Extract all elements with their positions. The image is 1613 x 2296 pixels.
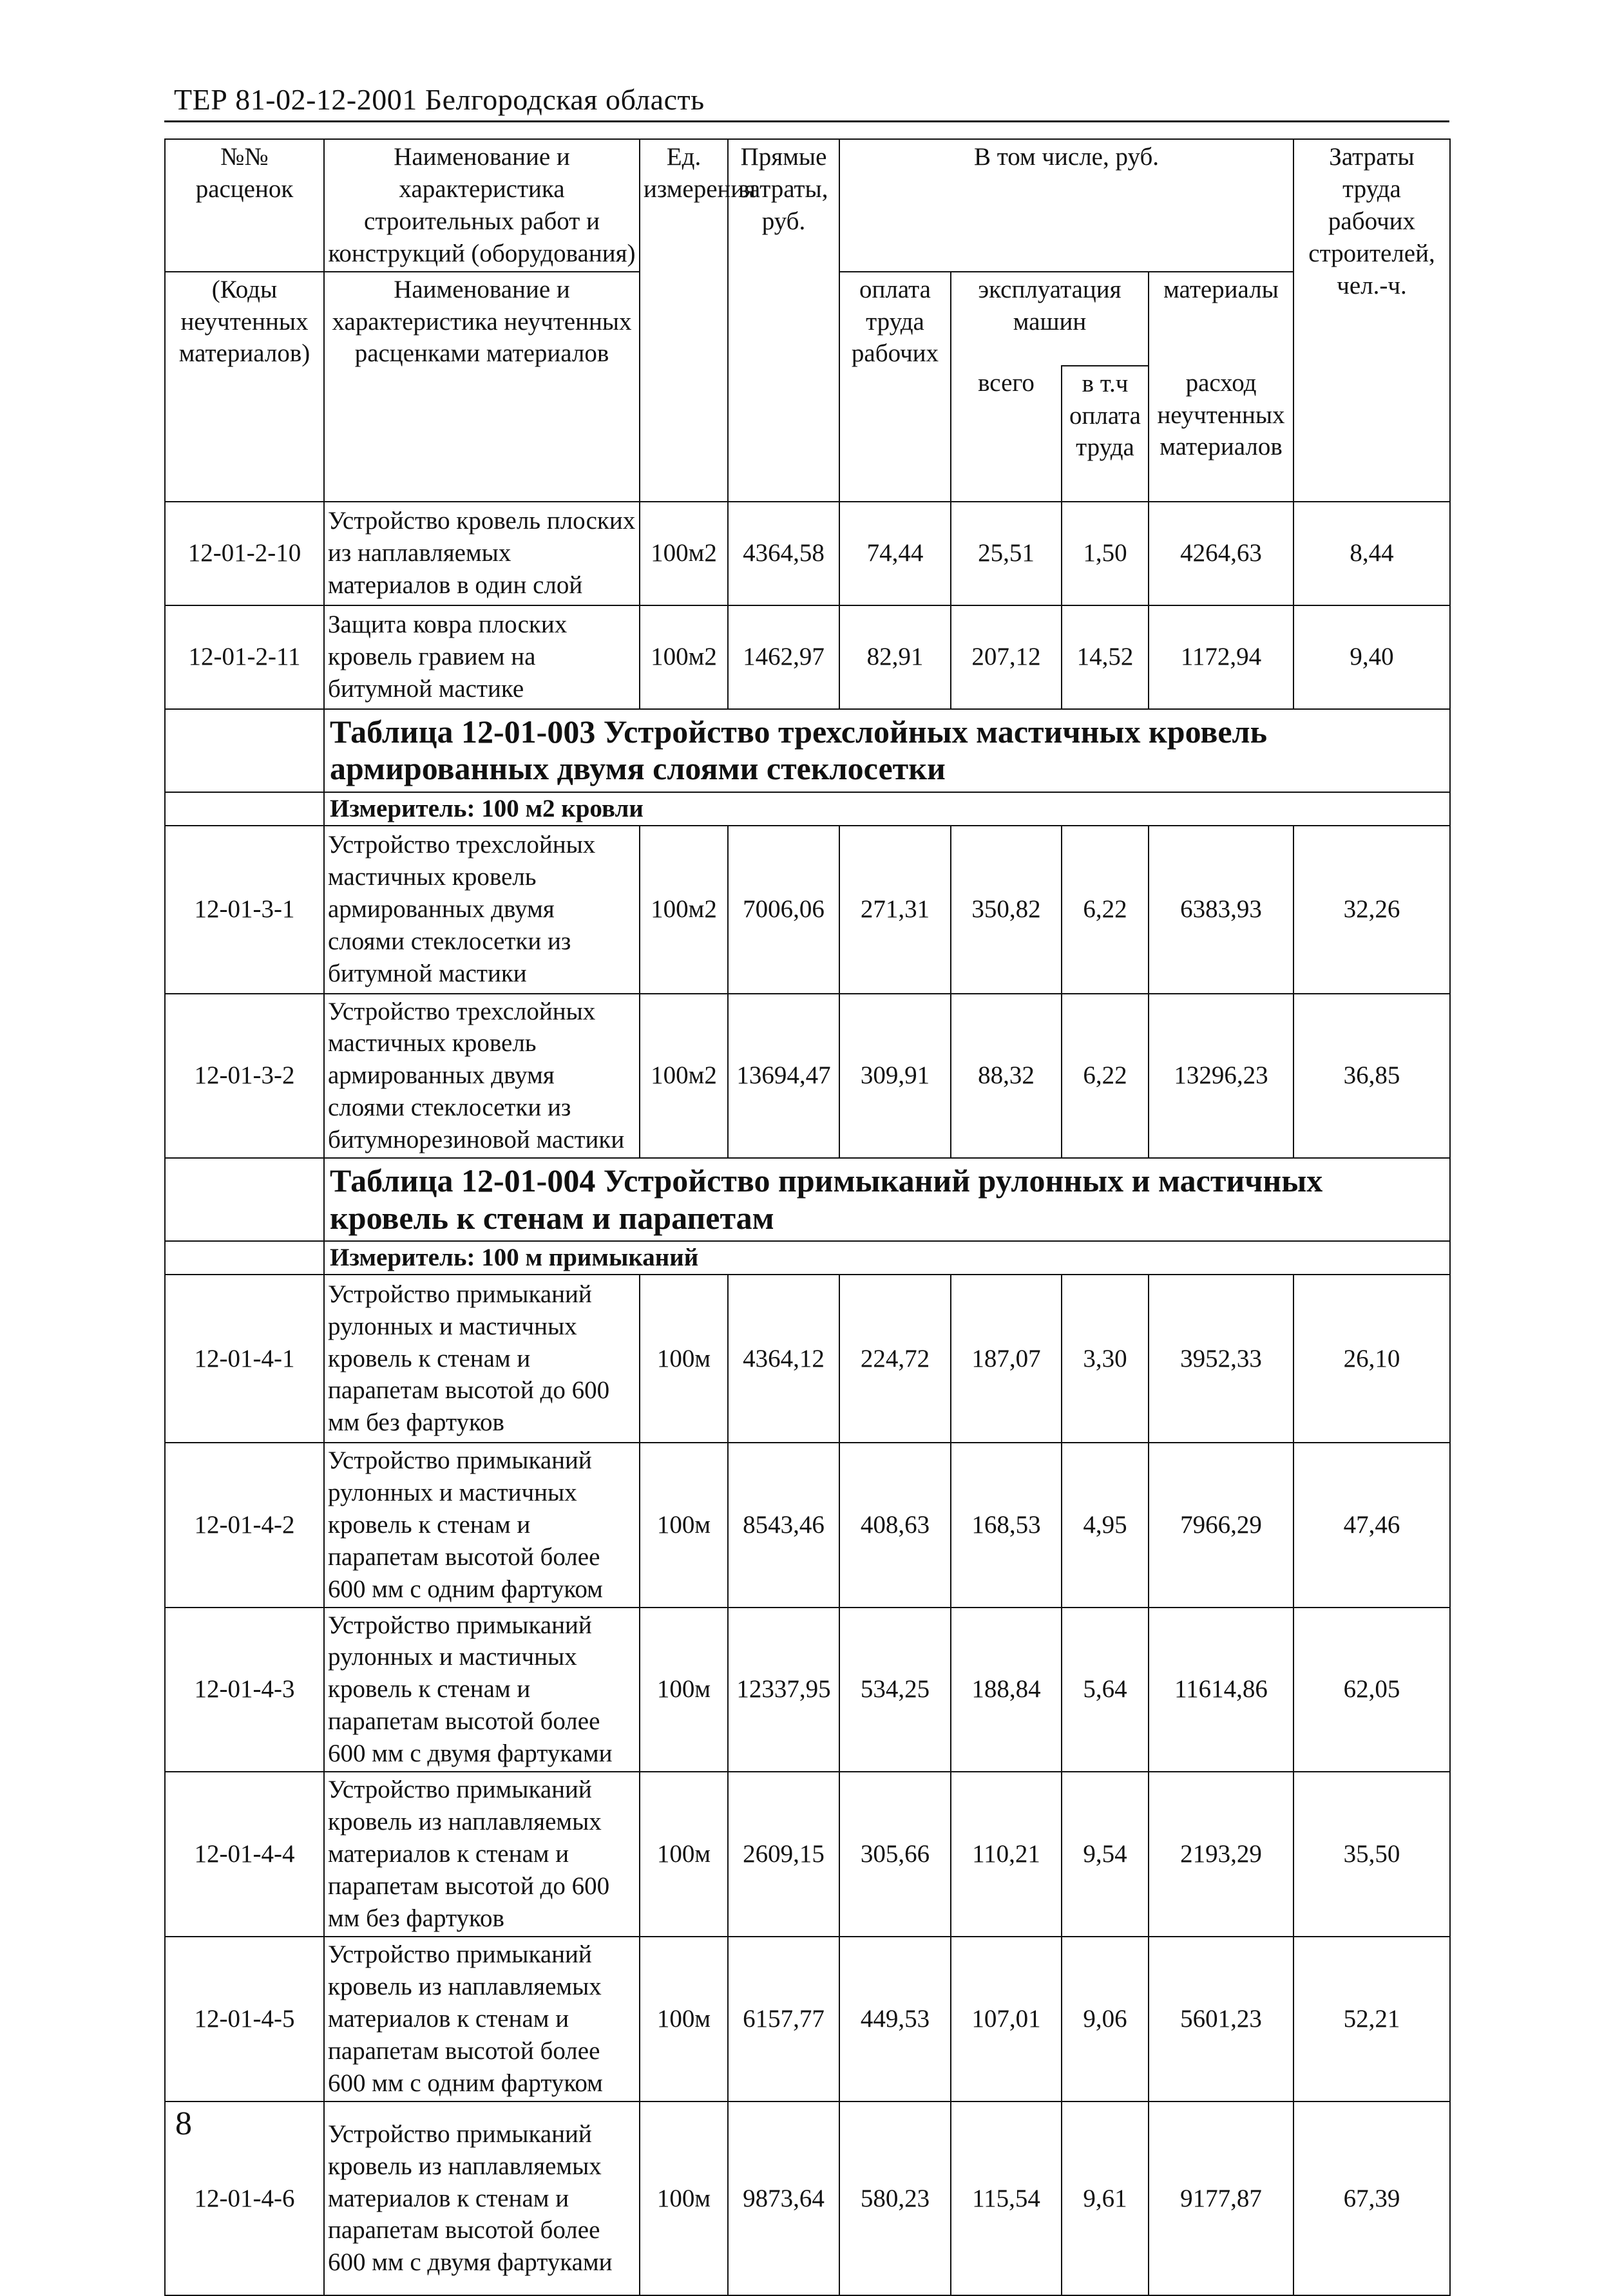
materials-cost: 7966,29 bbox=[1149, 1443, 1293, 1608]
section-title-row bbox=[165, 1158, 1450, 1241]
table-row bbox=[165, 1608, 1450, 1772]
machines-labor: 9,61 bbox=[1062, 2102, 1149, 2295]
table-row bbox=[165, 826, 1450, 994]
unit-cell: 100м bbox=[640, 1608, 728, 1772]
unit-cell: 100м2 bbox=[640, 826, 728, 994]
table-row bbox=[165, 1937, 1450, 2102]
unit-cell: 100м bbox=[640, 2102, 728, 2295]
labor-pay: 534,25 bbox=[839, 1608, 951, 1772]
col-code-alt-header: (Коды неучтенных материалов) bbox=[165, 272, 324, 502]
labor-cost: 47,46 bbox=[1293, 1443, 1450, 1608]
col-code-header: №№ расценок bbox=[165, 139, 324, 272]
machines-total: 168,53 bbox=[951, 1443, 1062, 1608]
machines-labor: 5,64 bbox=[1062, 1608, 1149, 1772]
materials-cost: 5601,23 bbox=[1149, 1937, 1293, 2102]
rate-code: 12-01-2-10 bbox=[165, 502, 324, 605]
direct-cost: 9873,64 bbox=[728, 2102, 839, 2295]
labor-pay: 224,72 bbox=[839, 1275, 951, 1443]
labor-pay: 74,44 bbox=[839, 502, 951, 605]
col-unit-header: Ед. измерения bbox=[640, 139, 728, 502]
labor-cost: 67,39 bbox=[1293, 2102, 1450, 2295]
meter-row bbox=[165, 1241, 1450, 1275]
col-including-header: В том числе, руб. bbox=[839, 139, 1293, 272]
machines-labor: 1,50 bbox=[1062, 502, 1149, 605]
materials-cost: 1172,94 bbox=[1149, 605, 1293, 709]
col-machines-header: эксплуатация машин bbox=[951, 272, 1149, 366]
materials-cost: 13296,23 bbox=[1149, 994, 1293, 1159]
page-number: 8 bbox=[175, 2105, 192, 2142]
col-labor-pay-header: оплата труда рабочих bbox=[839, 272, 951, 502]
machines-total: 187,07 bbox=[951, 1275, 1062, 1443]
labor-pay: 305,66 bbox=[839, 1772, 951, 1937]
labor-pay: 580,23 bbox=[839, 2102, 951, 2295]
unit-cell: 100м2 bbox=[640, 605, 728, 709]
work-name: Защита ковра плоских кровель гравием на битумной мастике bbox=[324, 605, 640, 709]
work-name: Устройство трехслойных мастичных кровель армированных двумя слоями стеклосетки из битумной мастики bbox=[324, 826, 640, 994]
materials-cost: 6383,93 bbox=[1149, 826, 1293, 994]
empty-code-cell bbox=[165, 792, 324, 826]
table-row bbox=[165, 2102, 1450, 2295]
table-row bbox=[165, 605, 1450, 709]
section-title: Таблица 12-01-003 Устройство трехслойных мастичных кровель армированных двумя слоями стеклосетки bbox=[324, 709, 1450, 792]
machines-labor: 4,95 bbox=[1062, 1443, 1149, 1608]
direct-cost: 6157,77 bbox=[728, 1937, 839, 2102]
table-row bbox=[165, 994, 1450, 1159]
work-name: Устройство примыканий кровель из наплавляемых материалов к стенам и парапетам высотой более 600 мм с одним фартуком bbox=[324, 1937, 640, 2102]
direct-cost: 4364,12 bbox=[728, 1275, 839, 1443]
work-name: Устройство трехслойных мастичных кровель армированных двумя слоями стеклосетки из битумнорезиновой мастики bbox=[324, 994, 640, 1159]
machines-total: 115,54 bbox=[951, 2102, 1062, 2295]
section-meter: Измеритель: 100 м2 кровли bbox=[324, 792, 1450, 826]
machines-labor: 14,52 bbox=[1062, 605, 1149, 709]
col-machines-total-header: всего bbox=[951, 366, 1062, 502]
work-name: Устройство примыканий рулонных и мастичных кровель к стенам и парапетам высотой до 600 мм без фартуков bbox=[324, 1275, 640, 1443]
rate-code: 12-01-4-3 bbox=[165, 1608, 324, 1772]
table-row bbox=[165, 1275, 1450, 1443]
header-row-1 bbox=[165, 139, 1450, 272]
header-rule bbox=[164, 120, 1449, 122]
direct-cost: 13694,47 bbox=[728, 994, 839, 1159]
direct-cost: 2609,15 bbox=[728, 1772, 839, 1937]
rate-code: 12-01-4-6 bbox=[165, 2102, 324, 2295]
empty-code-cell bbox=[165, 709, 324, 792]
labor-cost: 8,44 bbox=[1293, 502, 1450, 605]
materials-cost: 4264,63 bbox=[1149, 502, 1293, 605]
materials-cost: 9177,87 bbox=[1149, 2102, 1293, 2295]
machines-total: 107,01 bbox=[951, 1937, 1062, 2102]
unit-cell: 100м bbox=[640, 1772, 728, 1937]
section-meter: Измеритель: 100 м примыканий bbox=[324, 1241, 1450, 1275]
machines-labor: 9,54 bbox=[1062, 1772, 1149, 1937]
table-row bbox=[165, 1772, 1450, 1937]
work-name: Устройство примыканий кровель из наплавляемых материалов к стенам и парапетам высотой до 600 мм без фартуков bbox=[324, 1772, 640, 1937]
machines-total: 350,82 bbox=[951, 826, 1062, 994]
empty-code-cell bbox=[165, 1241, 324, 1275]
empty-code-cell bbox=[165, 1158, 324, 1241]
col-name-alt-header: Наименование и характеристика неучтенных расценками материалов bbox=[324, 272, 640, 502]
machines-total: 207,12 bbox=[951, 605, 1062, 709]
machines-total: 88,32 bbox=[951, 994, 1062, 1159]
machines-labor: 9,06 bbox=[1062, 1937, 1149, 2102]
direct-cost: 4364,58 bbox=[728, 502, 839, 605]
rate-code: 12-01-3-2 bbox=[165, 994, 324, 1159]
col-materials-unaccounted-header: расход неучтенных материалов bbox=[1149, 366, 1293, 502]
rate-code: 12-01-4-5 bbox=[165, 1937, 324, 2102]
page-header: ТЕР 81-02-12-2001 Белгородская область bbox=[174, 83, 705, 116]
rate-code: 12-01-2-11 bbox=[165, 605, 324, 709]
unit-cell: 100м bbox=[640, 1275, 728, 1443]
labor-cost: 35,50 bbox=[1293, 1772, 1450, 1937]
work-name: Устройство примыканий рулонных и мастичных кровель к стенам и парапетам высотой более 600 мм с одним фартуком bbox=[324, 1443, 640, 1608]
col-machines-labor-header: в т.ч оплата труда bbox=[1062, 366, 1149, 502]
machines-labor: 3,30 bbox=[1062, 1275, 1149, 1443]
labor-cost: 36,85 bbox=[1293, 994, 1450, 1159]
labor-pay: 82,91 bbox=[839, 605, 951, 709]
direct-cost: 1462,97 bbox=[728, 605, 839, 709]
work-name: Устройство примыканий рулонных и мастичных кровель к стенам и парапетам высотой более 600 мм с двумя фартуками bbox=[324, 1608, 640, 1772]
direct-cost: 12337,95 bbox=[728, 1608, 839, 1772]
rate-code: 12-01-3-1 bbox=[165, 826, 324, 994]
materials-cost: 11614,86 bbox=[1149, 1608, 1293, 1772]
unit-cell: 100м bbox=[640, 1443, 728, 1608]
col-materials-header: материалы bbox=[1149, 272, 1293, 366]
machines-total: 188,84 bbox=[951, 1608, 1062, 1772]
unit-cell: 100м2 bbox=[640, 502, 728, 605]
labor-pay: 309,91 bbox=[839, 994, 951, 1159]
materials-cost: 2193,29 bbox=[1149, 1772, 1293, 1937]
labor-cost: 9,40 bbox=[1293, 605, 1450, 709]
rate-code: 12-01-4-4 bbox=[165, 1772, 324, 1937]
work-name: Устройство примыканий кровель из наплавляемых материалов к стенам и парапетам высотой более 600 мм с двумя фартуками bbox=[324, 2102, 640, 2295]
col-labor-cost-header: Затраты труда рабочих строителей, чел.-ч. bbox=[1293, 139, 1450, 502]
materials-cost: 3952,33 bbox=[1149, 1275, 1293, 1443]
work-name: Устройство кровель плоских из наплавляемых материалов в один слой bbox=[324, 502, 640, 605]
labor-cost: 62,05 bbox=[1293, 1608, 1450, 1772]
rate-code: 12-01-4-2 bbox=[165, 1443, 324, 1608]
labor-cost: 52,21 bbox=[1293, 1937, 1450, 2102]
section-title: Таблица 12-01-004 Устройство примыканий рулонных и мастичных кровель к стенам и парапетам bbox=[324, 1158, 1450, 1241]
unit-cell: 100м2 bbox=[640, 994, 728, 1159]
machines-labor: 6,22 bbox=[1062, 826, 1149, 994]
col-direct-header: Прямые затраты, руб. bbox=[728, 139, 839, 502]
labor-pay: 449,53 bbox=[839, 1937, 951, 2102]
unit-cell: 100м bbox=[640, 1937, 728, 2102]
col-name-header: Наименование и характеристика строительных работ и конструкций (оборудования) bbox=[324, 139, 640, 272]
table-row bbox=[165, 502, 1450, 605]
table-row bbox=[165, 1443, 1450, 1608]
machines-total: 110,21 bbox=[951, 1772, 1062, 1937]
labor-cost: 32,26 bbox=[1293, 826, 1450, 994]
direct-cost: 8543,46 bbox=[728, 1443, 839, 1608]
machines-total: 25,51 bbox=[951, 502, 1062, 605]
labor-pay: 408,63 bbox=[839, 1443, 951, 1608]
rates-table bbox=[164, 138, 1451, 2296]
labor-pay: 271,31 bbox=[839, 826, 951, 994]
meter-row bbox=[165, 792, 1450, 826]
machines-labor: 6,22 bbox=[1062, 994, 1149, 1159]
direct-cost: 7006,06 bbox=[728, 826, 839, 994]
section-title-row bbox=[165, 709, 1450, 792]
labor-cost: 26,10 bbox=[1293, 1275, 1450, 1443]
rate-code: 12-01-4-1 bbox=[165, 1275, 324, 1443]
